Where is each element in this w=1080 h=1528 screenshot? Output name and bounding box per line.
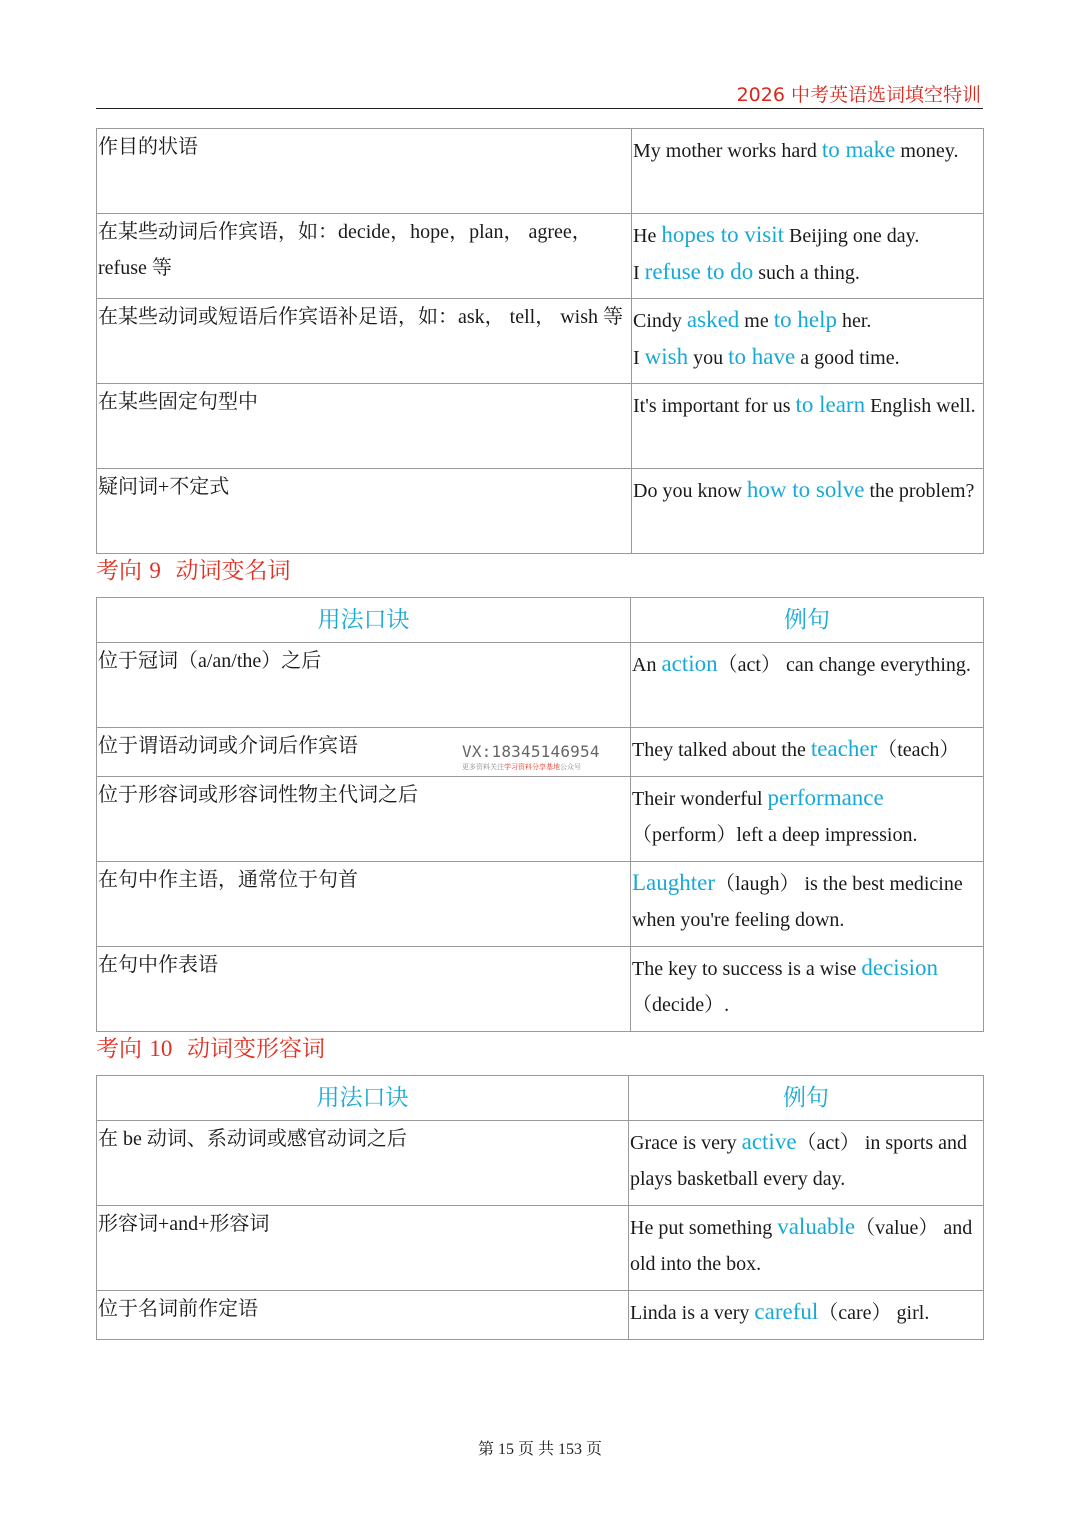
- answer-word: how to solve: [746, 477, 865, 502]
- usage-cell: 在句中作表语: [97, 947, 631, 1032]
- answer-word: refuse to do: [644, 259, 754, 284]
- verb-to-noun-table: [96, 597, 983, 1032]
- example-text: （act） in sports and plays basketball every day.: [630, 1132, 968, 1190]
- answer-word: hopes to visit: [661, 222, 784, 247]
- example-cell: [631, 777, 984, 862]
- example-text: her.: [836, 310, 872, 332]
- table-row: [97, 947, 984, 1032]
- usage-cell: 形容词+and+形容词: [97, 1206, 629, 1291]
- table-row: [97, 1291, 984, 1340]
- usage-cell: 在 be 动词、系动词或感官动词之后: [97, 1121, 629, 1206]
- example-text: （perform）left a deep impression.: [632, 824, 918, 846]
- usage-cell: 位于形容词或形容词性物主代词之后: [97, 777, 631, 862]
- example-text: money.: [895, 140, 959, 162]
- usage-cell: 位于谓语动词或介词后作宾语: [97, 728, 631, 777]
- answer-word: performance: [767, 785, 884, 810]
- example-text: It's important for us: [633, 395, 796, 417]
- usage-cell: 位于名词前作定语: [97, 1291, 629, 1340]
- section-10-heading: 考向 10 动词变形容词: [96, 1036, 325, 1062]
- example-cell: [631, 862, 984, 947]
- table-row: [97, 777, 984, 862]
- example-text: Do you know: [633, 480, 747, 502]
- example-text: He: [633, 225, 662, 247]
- example-text: An: [632, 654, 662, 676]
- example-text: （laugh） is the best medicine when you're feeling down.: [632, 873, 963, 931]
- example-text: （decide）.: [632, 994, 730, 1016]
- usage-cell: 位于冠词（a/an/the）之后: [97, 643, 631, 728]
- example-text: He put something: [630, 1217, 778, 1239]
- example-text: I: [633, 347, 645, 369]
- watermark-subtext: 更多资料关注学习资料分享基地公众号: [462, 763, 581, 771]
- example-text: （care） girl.: [818, 1302, 930, 1324]
- answer-word: to have: [728, 344, 796, 369]
- usage-cell: 在句中作主语，通常位于句首: [97, 862, 631, 947]
- example-cell: [629, 1121, 984, 1206]
- example-text: Their wonderful: [632, 788, 768, 810]
- answer-word: asked: [686, 307, 740, 332]
- column-header-example: 例句: [631, 598, 984, 643]
- verb-to-adjective-table: [96, 1075, 983, 1340]
- answer-word: wish: [644, 344, 689, 369]
- example-text: the problem?: [864, 480, 975, 502]
- answer-word: valuable: [777, 1214, 856, 1239]
- example-cell: [631, 728, 984, 777]
- answer-word: teacher: [810, 736, 878, 761]
- usage-cell: 疑问词+不定式: [97, 469, 632, 554]
- example-cell: [632, 469, 984, 554]
- table-row: [97, 299, 984, 384]
- example-cell: [632, 214, 984, 299]
- example-cell: [631, 643, 984, 728]
- answer-word: careful: [754, 1299, 819, 1324]
- example-text: （act） can change everything.: [717, 654, 971, 676]
- example-text: The key to success is a wise: [632, 958, 862, 980]
- usage-cell: 在某些动词后作宾语，如：decide，hope，plan， agree，refuse 等: [97, 214, 632, 299]
- answer-word: decision: [861, 955, 939, 980]
- usage-cell: 在某些固定句型中: [97, 384, 632, 469]
- example-text: Linda is a very: [630, 1302, 755, 1324]
- section-9-heading: 考向 9 动词变名词: [96, 558, 291, 584]
- example-text: （value） and old into the box.: [630, 1217, 973, 1275]
- example-cell: [632, 384, 984, 469]
- example-cell: [632, 129, 984, 214]
- usage-cell: 作目的状语: [97, 129, 632, 214]
- table-row: [97, 643, 984, 728]
- example-text: a good time.: [795, 347, 900, 369]
- example-text: I: [633, 262, 645, 284]
- table-row: [97, 214, 984, 299]
- answer-word: active: [741, 1129, 797, 1154]
- answer-word: to learn: [795, 392, 866, 417]
- example-text: me: [739, 310, 774, 332]
- example-text: such a thing.: [753, 262, 860, 284]
- table-row: [97, 862, 984, 947]
- example-text: English well.: [865, 395, 976, 417]
- header-title: 2026 中考英语选词填空特训: [736, 84, 981, 106]
- table-row: [97, 129, 984, 214]
- column-header-usage: 用法口诀: [97, 1076, 629, 1121]
- example-text: （teach）: [877, 739, 960, 761]
- table-row: [97, 469, 984, 554]
- answer-word: action: [661, 651, 718, 676]
- example-text: My mother works hard: [633, 140, 822, 162]
- example-text: you: [688, 347, 729, 369]
- usage-cell: 在某些动词或短语后作宾语补足语，如：ask， tell， wish 等: [97, 299, 632, 384]
- column-header-usage: 用法口诀: [97, 598, 631, 643]
- column-header-example: 例句: [629, 1076, 984, 1121]
- table-row: [97, 1121, 984, 1206]
- example-text: Beijing one day.: [784, 225, 920, 247]
- answer-word: Laughter: [632, 870, 716, 895]
- page-header: [96, 78, 983, 109]
- answer-word: to help: [773, 307, 837, 332]
- page-number: 第 15 页 共 153 页: [477, 1441, 602, 1458]
- example-cell: [629, 1206, 984, 1291]
- example-text: Grace is very: [630, 1132, 742, 1154]
- example-cell: [631, 947, 984, 1032]
- table-row: [97, 384, 984, 469]
- watermark: VX:18345146954 更多资料关注学习资料分享基地公众号: [462, 742, 619, 784]
- table-row: [97, 1206, 984, 1291]
- example-text: Cindy: [633, 310, 687, 332]
- example-cell: [632, 299, 984, 384]
- example-cell: [629, 1291, 984, 1340]
- infinitive-usage-table: [96, 128, 983, 554]
- answer-word: to make: [821, 137, 896, 162]
- example-text: They talked about the: [632, 739, 811, 761]
